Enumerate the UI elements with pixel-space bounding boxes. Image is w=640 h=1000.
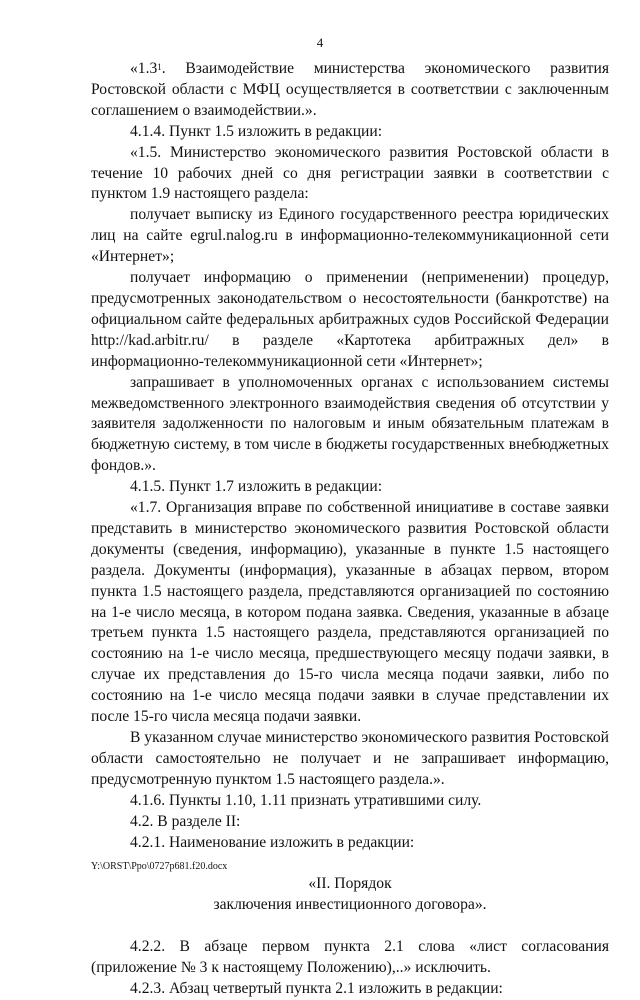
paragraph-4-2: 4.2. В разделе II: bbox=[130, 812, 241, 830]
paragraph-1-5: «1.5. Министерство экономического развития Ростовской области в течение 10 рабочих дней со дня регистрации заявки в соответствии с пунктом 1.9 настоящего раздела: bbox=[91, 143, 609, 203]
paragraph-4-1-6: 4.1.6. Пункты 1.10, 1.11 признать утратившими силу. bbox=[130, 791, 482, 809]
superscript-1: 1 bbox=[157, 62, 162, 72]
paragraph-4-1-4: 4.1.4. Пункт 1.5 изложить в редакции: bbox=[130, 122, 383, 140]
page-number: 4 bbox=[316, 35, 324, 50]
paragraph-4-1-5: 4.1.5. Пункт 1.7 изложить в редакции: bbox=[130, 478, 383, 496]
document-body bbox=[91, 59, 609, 1000]
paragraph-1-3-1 bbox=[91, 59, 609, 122]
paragraph-4-2-1: 4.2.1. Наименование изложить в редакции: bbox=[130, 833, 415, 851]
paragraph-4-2-2: 4.2.2. В абзаце первом пункта 2.1 слова «лист согласования (приложение № 3 к настоящему Положению),..» исключить. bbox=[91, 938, 609, 977]
spacer bbox=[91, 916, 609, 937]
paragraph-interagency: запрашивает в уполномоченных органах с использованием системы межведомственного электронного взаимодействия сведения об отсутствии у заявителя задолженности по налоговым и иным обязательным платежам в бюджетную систему, в том числе в бюджеты государственных внебюджетных фондов.». bbox=[91, 373, 609, 475]
paragraph-1-3-1-prefix: «1.3 bbox=[130, 60, 158, 77]
paragraph-bankruptcy: получает информацию о применении (неприменении) процедур, предусмотренных законодательством о несостоятельности (банкротстве) на официальном сайте федеральных арбитражных судов Российской Федерации http://kad.arbitr.ru/ в разделе «Картотека арбитражных дел» в информационно-телекоммуникационной сети «Интернет»; bbox=[91, 269, 609, 370]
section-heading-line-1: «II. Порядок bbox=[308, 875, 392, 893]
paragraph-4-2-3: 4.2.3. Абзац четвертый пункта 2.1 изложить в редакции: bbox=[130, 980, 503, 998]
paragraph-in-this-case: В указанном случае министерство экономического развития Ростовской области самостоятельно не получает и не запрашивает информацию, предусмотренную пунктом 1.5 настоящего раздела.». bbox=[91, 729, 609, 788]
paragraph-egrul: получает выписку из Единого государственного реестра юридических лиц на сайте egrul.nalog.ru в информационно-телекоммуникационной сети «Интернет»; bbox=[91, 206, 609, 266]
paragraph-1-7: «1.7. Организация вправе по собственной инициативе в составе заявки представить в министерство экономического развития Ростовской области документы (сведения, информацию), указанные в пункте 1.5 настоящего раздела. Документы (информация), указанные в абзацах первом, втором пункта 1.5 настоящего раздела, представляются организацией по состоянию на 1-е число месяца, в котором подана заявка. Сведения, указанные в абзаце третьем пункта 1.5 настоящего раздела, представляются организацией по состоянию на 1-е число месяца, предшествующего месяцу подачи заявки, в случае их представления до 15-го числа месяца подачи заявки, либо по состоянию на 1-е число месяца подачи заявки в случае представлении их после 15-го числа месяца подачи заявки. bbox=[91, 499, 609, 726]
section-heading-line-2: заключения инвестиционного договора». bbox=[213, 896, 487, 914]
paragraph-1-3-1-text: . Взаимодействие министерства экономического развития Ростовской области с МФЦ осуществляется в соответствии с заключенным соглашением о взаимодействии.». bbox=[91, 60, 609, 119]
file-path-footer: Y:\ORST\Ppo\0727p681.f20.docx bbox=[91, 861, 228, 872]
